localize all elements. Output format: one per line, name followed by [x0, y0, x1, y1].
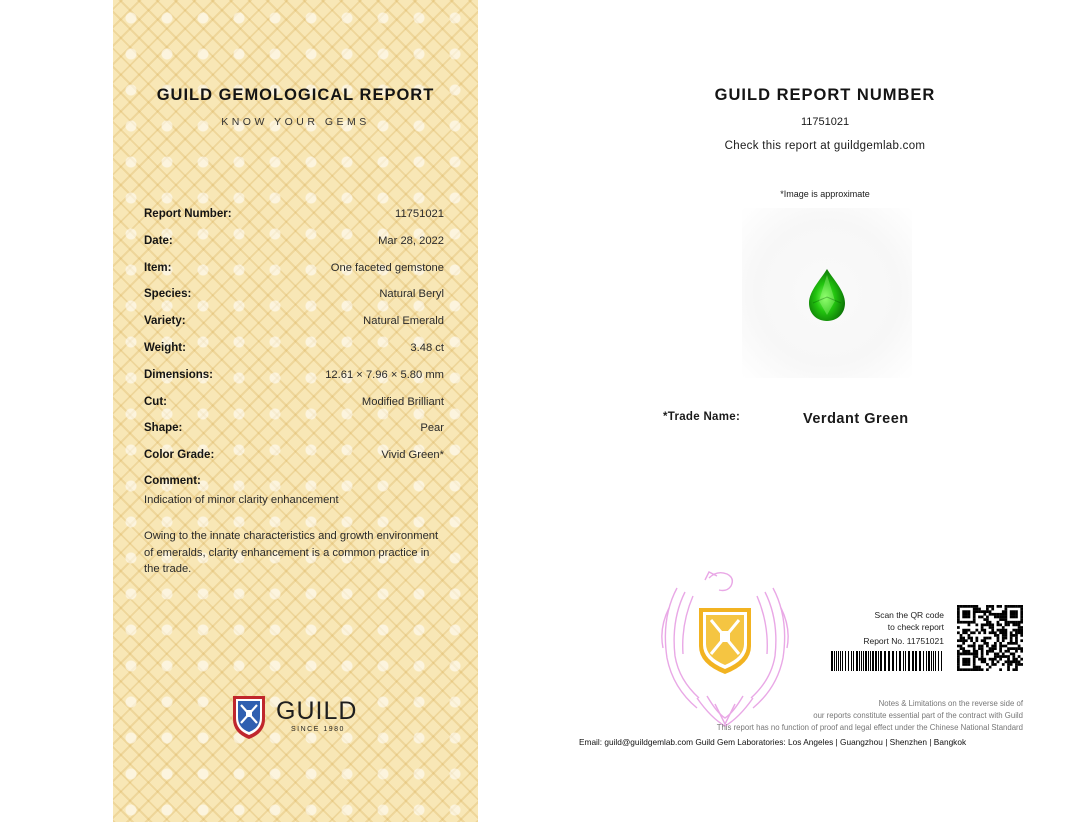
guild-logo	[231, 693, 371, 743]
field-report-number	[144, 208, 444, 235]
check-report-link[interactable]: Check this report at guildgemlab.com	[724, 140, 926, 152]
field-value: Modified Brilliant	[361, 395, 444, 408]
qr-instruction-line1: Scan the QR code	[874, 610, 944, 620]
guild-shield-icon	[231, 693, 267, 741]
field-value: 3.48 ct	[410, 341, 444, 354]
image-approximate-note: *Image is approximate	[780, 189, 870, 199]
field-shape	[144, 422, 444, 449]
field-value: 11751021	[395, 208, 444, 220]
field-species	[144, 288, 444, 315]
field-label: Dimensions:	[144, 368, 214, 381]
comment-text: Indication of minor clarity enhancement	[144, 494, 339, 506]
trade-name-value: Verdant Green	[803, 411, 909, 427]
field-variety	[144, 315, 444, 342]
gem-photo	[742, 208, 912, 378]
emerald-gem-icon	[805, 267, 849, 323]
field-label: Item:	[144, 261, 172, 274]
field-label: Color Grade:	[144, 449, 215, 462]
field-value: Natural Beryl	[379, 288, 444, 301]
report-number: 11751021	[800, 116, 850, 128]
field-label: Variety:	[144, 315, 186, 328]
field-value: One faceted gemstone	[330, 261, 444, 274]
field-label: Report Number:	[144, 208, 232, 220]
notes-line-3: This report has no function of proof and legal effect under the Chinese National Standard	[716, 723, 1023, 732]
field-value: 12.61 × 7.96 × 5.80 mm	[325, 368, 444, 381]
report-fields	[144, 208, 444, 476]
notes-line-1: Notes & Limitations on the reverse side of	[878, 699, 1023, 708]
field-cut	[144, 396, 444, 423]
field-color-grade	[144, 449, 444, 476]
field-label: Date:	[144, 234, 173, 247]
barcode	[831, 651, 944, 671]
qr-instruction-line2: to check report	[887, 622, 944, 632]
field-label: Shape:	[144, 422, 183, 435]
guild-logo-word: GUILD	[276, 697, 358, 725]
report-number-title: GUILD REPORT NUMBER	[714, 86, 936, 104]
field-value: Natural Emerald	[363, 315, 444, 328]
report-card-panel	[113, 0, 478, 822]
field-label: Species:	[144, 288, 192, 301]
report-tagline: KNOW YOUR GEMS	[221, 116, 370, 128]
footer-contact: Email: guild@guildgemlab.com Guild Gem Laboratories: Los Angeles | Guangzhou | Shenzhen | Bangkok	[579, 737, 967, 747]
report-title: GUILD GEMOLOGICAL REPORT	[156, 86, 435, 104]
field-date	[144, 235, 444, 262]
qr-code[interactable]	[957, 605, 1023, 671]
field-weight	[144, 342, 444, 369]
field-dimensions	[144, 369, 444, 396]
field-value: Mar 28, 2022	[378, 234, 444, 247]
notes-line-2: our reports constitute essential part of the contract with Guild	[813, 711, 1023, 720]
comment-label: Comment:	[144, 475, 201, 487]
trade-name-label: *Trade Name:	[663, 411, 741, 423]
field-value: Vivid Green*	[381, 449, 444, 462]
guild-logo-since: SINCE 1980	[291, 726, 345, 733]
field-item	[144, 262, 444, 289]
field-value: Pear	[420, 422, 444, 435]
field-label: Weight:	[144, 341, 186, 354]
qr-report-number: Report No. 11751021	[863, 636, 944, 646]
field-label: Cut:	[144, 395, 167, 408]
comment-note: Owing to the innate characteristics and growth environment of emeralds, clarity enhancement is a common practice in the trade.	[144, 530, 439, 575]
